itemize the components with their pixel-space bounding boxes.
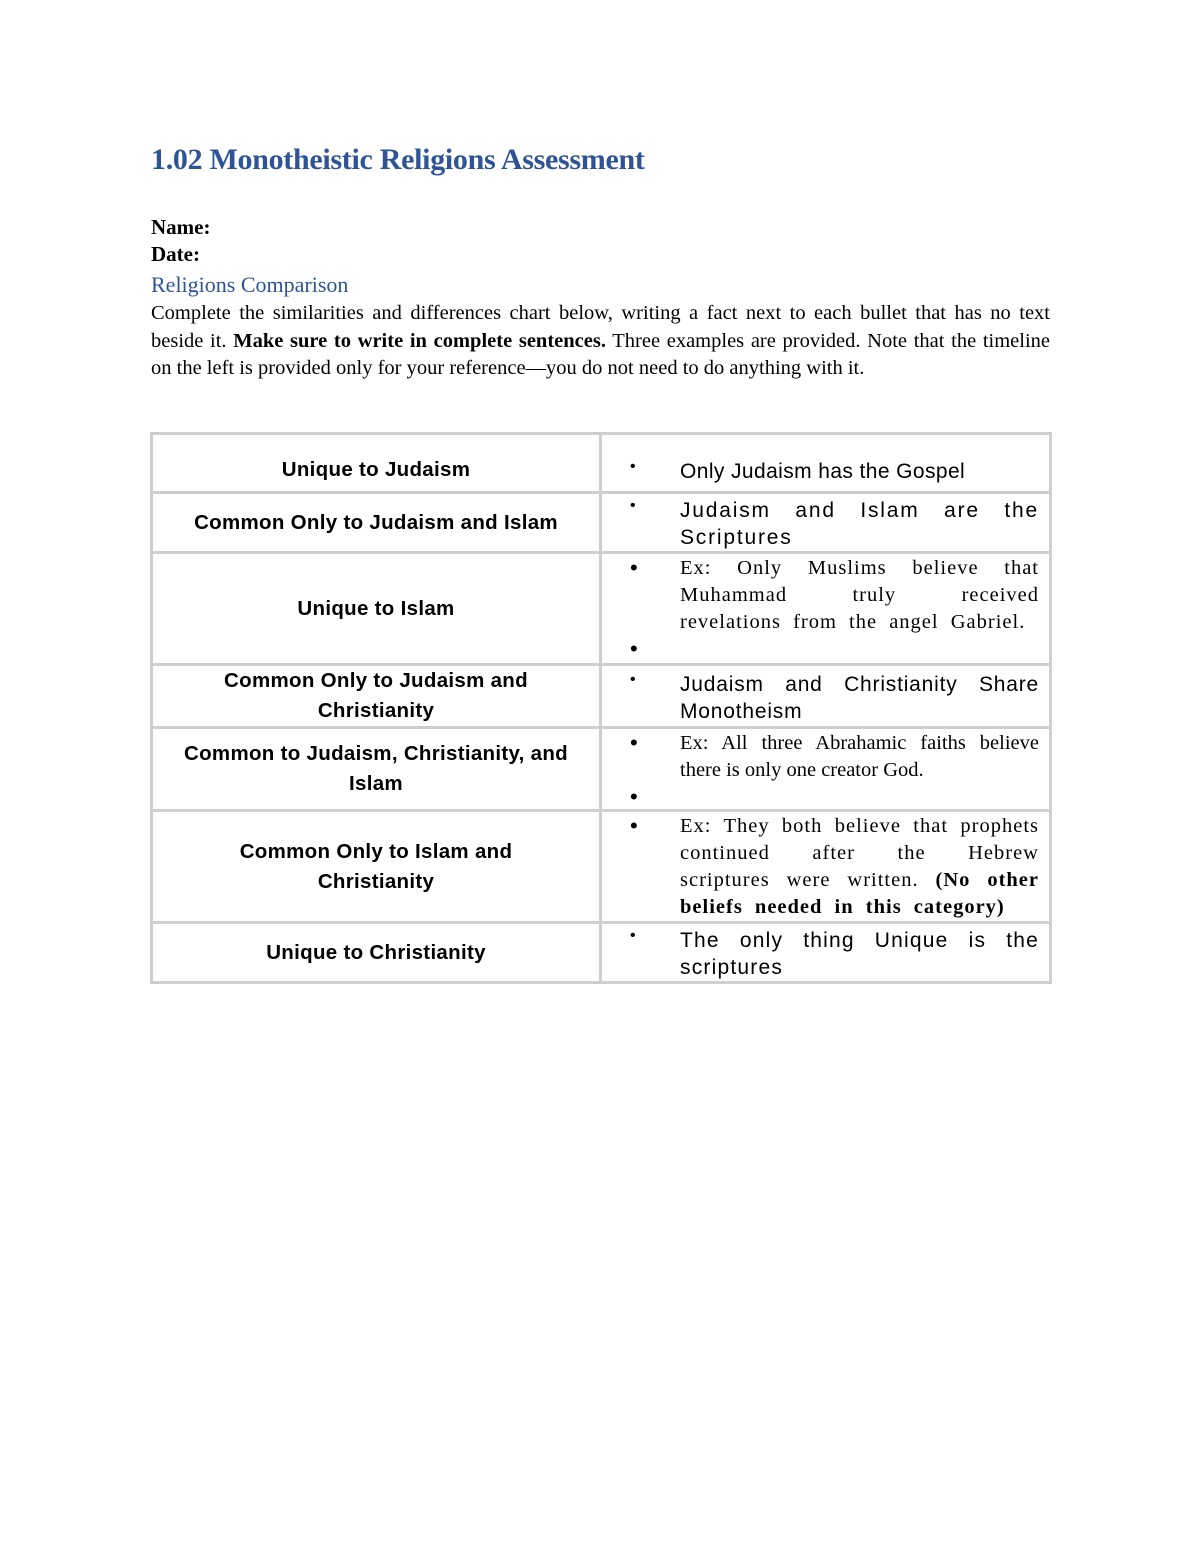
bullet-item — [602, 554, 1049, 636]
name-label: Name: — [151, 215, 211, 239]
category-label: Common Only to Islam and — [239, 839, 513, 863]
table-row — [152, 493, 1051, 553]
bullet-item — [602, 668, 1049, 725]
bullet-icon: • — [630, 636, 638, 661]
table-row — [152, 728, 1051, 811]
bullet-icon: • — [630, 927, 636, 944]
bullet-item — [602, 442, 1049, 485]
category-cell — [152, 811, 601, 923]
facts-cell — [601, 728, 1051, 811]
bullet-icon: • — [630, 730, 638, 755]
facts-cell — [601, 811, 1051, 923]
bullet-item-empty — [602, 636, 1049, 663]
bullet-text: Ex: All three Abrahamic faiths believe there is only one creator God. — [680, 732, 1039, 781]
bullet-text[interactable]: Judaism and Islam are the Scriptures — [680, 499, 1039, 549]
facts-cell — [601, 493, 1051, 553]
bullet-text[interactable]: Judaism and Christianity Share Monotheism — [680, 672, 1039, 723]
bullet-item — [602, 812, 1049, 921]
bullet-text-empty[interactable] — [680, 636, 1049, 663]
bullet-text[interactable]: Only Judaism has the Gospel — [680, 459, 966, 483]
comparison-chart — [150, 432, 1052, 984]
instructions-text-2: Three examples are provided. Note that the timeline on the left is provided only for your reference—you do not need to do anything with it. — [151, 329, 1051, 379]
page-title: 1.02 Monotheistic Religions Assessment — [151, 143, 645, 176]
category-cell — [152, 923, 601, 983]
category-label: Common Only to Judaism and — [224, 669, 528, 692]
date-label: Date: — [151, 242, 200, 266]
section-heading: Religions Comparison — [151, 272, 349, 297]
bullet-text-regular: Ex: They both believe that prophets continued after the Hebrew scriptures were written. — [680, 815, 1039, 891]
bullet-text-empty[interactable] — [680, 784, 1049, 809]
bullet-text[interactable]: The only thing Unique is the scriptures — [680, 929, 1039, 979]
instructions-bold-text: Make sure to write in complete sentences. — [233, 329, 606, 352]
category-cell — [152, 493, 601, 553]
bullet-item — [602, 729, 1049, 784]
category-cell — [152, 553, 601, 665]
bullet-icon: • — [630, 457, 636, 475]
bullet-icon: • — [630, 784, 638, 809]
table-row — [152, 434, 1051, 493]
category-label: Unique to Judaism — [281, 458, 471, 481]
table-row — [152, 665, 1051, 728]
document-body — [151, 140, 1050, 383]
facts-cell — [601, 665, 1051, 728]
category-label: Common Only to Judaism and Islam — [194, 510, 558, 534]
category-cell — [152, 665, 601, 728]
table-row — [152, 811, 1051, 923]
category-label: Common to Judaism, Christianity, and — [183, 742, 568, 765]
bullet-text: Ex: Only Muslims believe that Muhammad truly received revelations from the angel Gabriel. — [680, 557, 1039, 633]
table-row — [152, 923, 1051, 983]
category-label-line2: Christianity — [317, 869, 435, 893]
instructions-text-1: Complete the similarities and differences chart below, writing a fact next to each bullet that has no text beside it. — [151, 302, 1050, 352]
bullet-item — [602, 494, 1049, 551]
instructions-paragraph — [151, 300, 1050, 383]
bullet-icon: • — [630, 555, 638, 580]
bullet-icon: • — [630, 497, 636, 514]
category-label-line2: Christianity — [317, 699, 435, 722]
bullet-icon: • — [630, 813, 638, 838]
bullet-item-empty — [602, 784, 1049, 809]
facts-cell — [601, 434, 1051, 493]
facts-cell — [601, 923, 1051, 983]
bullet-item — [602, 924, 1049, 981]
category-cell — [152, 434, 601, 493]
category-cell — [152, 728, 601, 811]
category-label: Unique to Christianity — [266, 940, 486, 964]
table-row — [152, 553, 1051, 665]
category-label-line2: Islam — [349, 772, 403, 795]
bullet-text-bold: (No other beliefs needed in this category) — [680, 869, 1040, 918]
facts-cell — [601, 553, 1051, 665]
bullet-icon: • — [630, 670, 636, 688]
bullet-text — [680, 813, 1049, 921]
category-label: Unique to Islam — [297, 596, 455, 620]
